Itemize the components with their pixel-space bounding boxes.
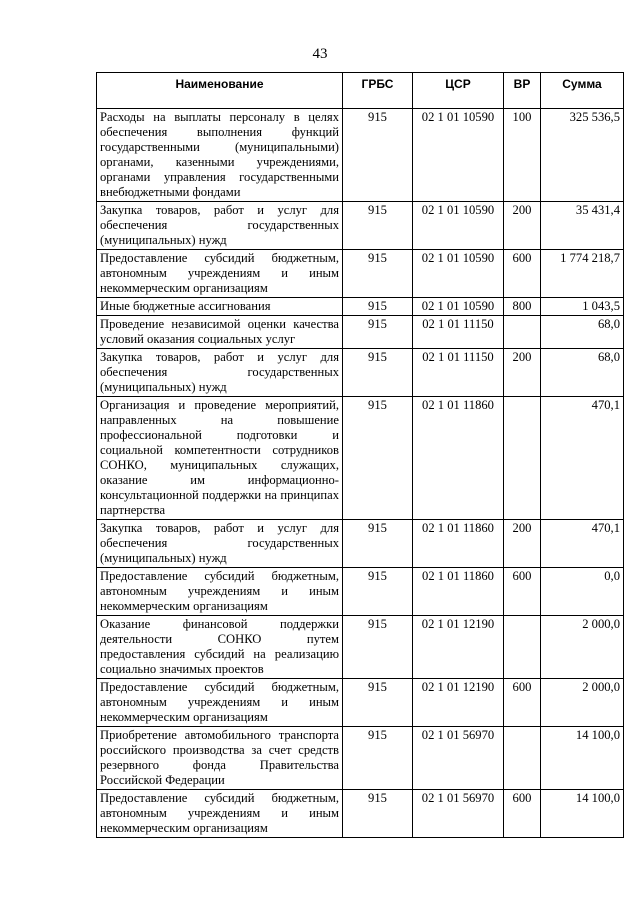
row-vr [504,316,541,349]
row-sum: 325 536,5 [541,109,624,202]
row-sum: 14 100,0 [541,727,624,790]
row-name: Предоставление субсидий бюджетным, автономным учреждениям и иным некоммерческим организациям [97,790,343,838]
row-csr: 02 1 01 11150 [413,349,504,397]
table-row [97,520,624,568]
row-vr: 600 [504,568,541,616]
row-sum: 1 774 218,7 [541,250,624,298]
table-row [97,790,624,838]
row-name: Закупка товаров, работ и услуг для обеспечения государственных (муниципальных) нужд [97,349,343,397]
row-grbs: 915 [343,250,413,298]
page-number: 43 [312,46,328,62]
header-vr: ВР [504,73,541,109]
row-csr: 02 1 01 11860 [413,520,504,568]
row-name: Иные бюджетные ассигнования [97,298,343,316]
table-row [97,616,624,679]
table-row [97,202,624,250]
row-vr: 600 [504,790,541,838]
row-csr: 02 1 01 56970 [413,790,504,838]
row-sum: 470,1 [541,520,624,568]
header-grbs: ГРБС [343,73,413,109]
row-grbs: 915 [343,202,413,250]
row-sum: 68,0 [541,316,624,349]
row-vr: 600 [504,250,541,298]
row-name: Предоставление субсидий бюджетным, автономным учреждениям и иным некоммерческим организациям [97,679,343,727]
row-name: Приобретение автомобильного транспорта российского производства за счет средств резервного фонда Правительства Российской Федерации [97,727,343,790]
row-name: Расходы на выплаты персоналу в целях обеспечения выполнения функций государственными (муниципальными) органами, казенными учреждениями, органами управления государственными внебюджетными фондами [97,109,343,202]
table-row [97,109,624,202]
row-csr: 02 1 01 10590 [413,250,504,298]
row-grbs: 915 [343,679,413,727]
row-vr: 200 [504,349,541,397]
row-sum: 35 431,4 [541,202,624,250]
row-sum: 0,0 [541,568,624,616]
row-grbs: 915 [343,520,413,568]
row-name: Проведение независимой оценки качества условий оказания социальных услуг [97,316,343,349]
header-sum: Сумма [541,73,624,109]
row-vr: 100 [504,109,541,202]
row-name: Закупка товаров, работ и услуг для обеспечения государственных (муниципальных) нужд [97,202,343,250]
row-csr: 02 1 01 11860 [413,397,504,520]
table-row [97,298,624,316]
row-name: Организация и проведение мероприятий, направленных на повышение профессиональной подготовки и социальной компетентности сотрудников СОНКО, муниципальных служащих, оказание им информационно-консультационной поддержки на принципах партнерства [97,397,343,520]
header-name: Наименование [97,73,343,109]
row-csr: 02 1 01 56970 [413,727,504,790]
header-csr: ЦСР [413,73,504,109]
row-sum: 2 000,0 [541,616,624,679]
row-sum: 14 100,0 [541,790,624,838]
table-row [97,250,624,298]
row-grbs: 915 [343,790,413,838]
row-vr [504,397,541,520]
row-sum: 2 000,0 [541,679,624,727]
row-csr: 02 1 01 10590 [413,298,504,316]
row-grbs: 915 [343,349,413,397]
row-sum: 68,0 [541,349,624,397]
table-row [97,349,624,397]
table-row [97,727,624,790]
row-csr: 02 1 01 10590 [413,202,504,250]
table-body [97,109,624,838]
row-grbs: 915 [343,397,413,520]
row-csr: 02 1 01 12190 [413,616,504,679]
table-row [97,679,624,727]
row-sum: 470,1 [541,397,624,520]
row-csr: 02 1 01 10590 [413,109,504,202]
row-csr: 02 1 01 11150 [413,316,504,349]
row-vr: 200 [504,202,541,250]
row-grbs: 915 [343,568,413,616]
budget-table [96,72,624,838]
row-name: Оказание финансовой поддержки деятельности СОНКО путем предоставления субсидий на реализацию социально значимых проектов [97,616,343,679]
table-row [97,316,624,349]
row-csr: 02 1 01 12190 [413,679,504,727]
row-vr: 200 [504,520,541,568]
table-row [97,568,624,616]
row-grbs: 915 [343,616,413,679]
row-name: Закупка товаров, работ и услуг для обеспечения государственных (муниципальных) нужд [97,520,343,568]
row-grbs: 915 [343,727,413,790]
row-vr [504,616,541,679]
row-grbs: 915 [343,109,413,202]
row-name: Предоставление субсидий бюджетным, автономным учреждениям и иным некоммерческим организациям [97,568,343,616]
row-name: Предоставление субсидий бюджетным, автономным учреждениям и иным некоммерческим организациям [97,250,343,298]
row-grbs: 915 [343,316,413,349]
row-csr: 02 1 01 11860 [413,568,504,616]
table-row [97,397,624,520]
row-grbs: 915 [343,298,413,316]
row-vr: 800 [504,298,541,316]
row-sum: 1 043,5 [541,298,624,316]
table-header-row [97,73,624,109]
row-vr: 600 [504,679,541,727]
row-vr [504,727,541,790]
